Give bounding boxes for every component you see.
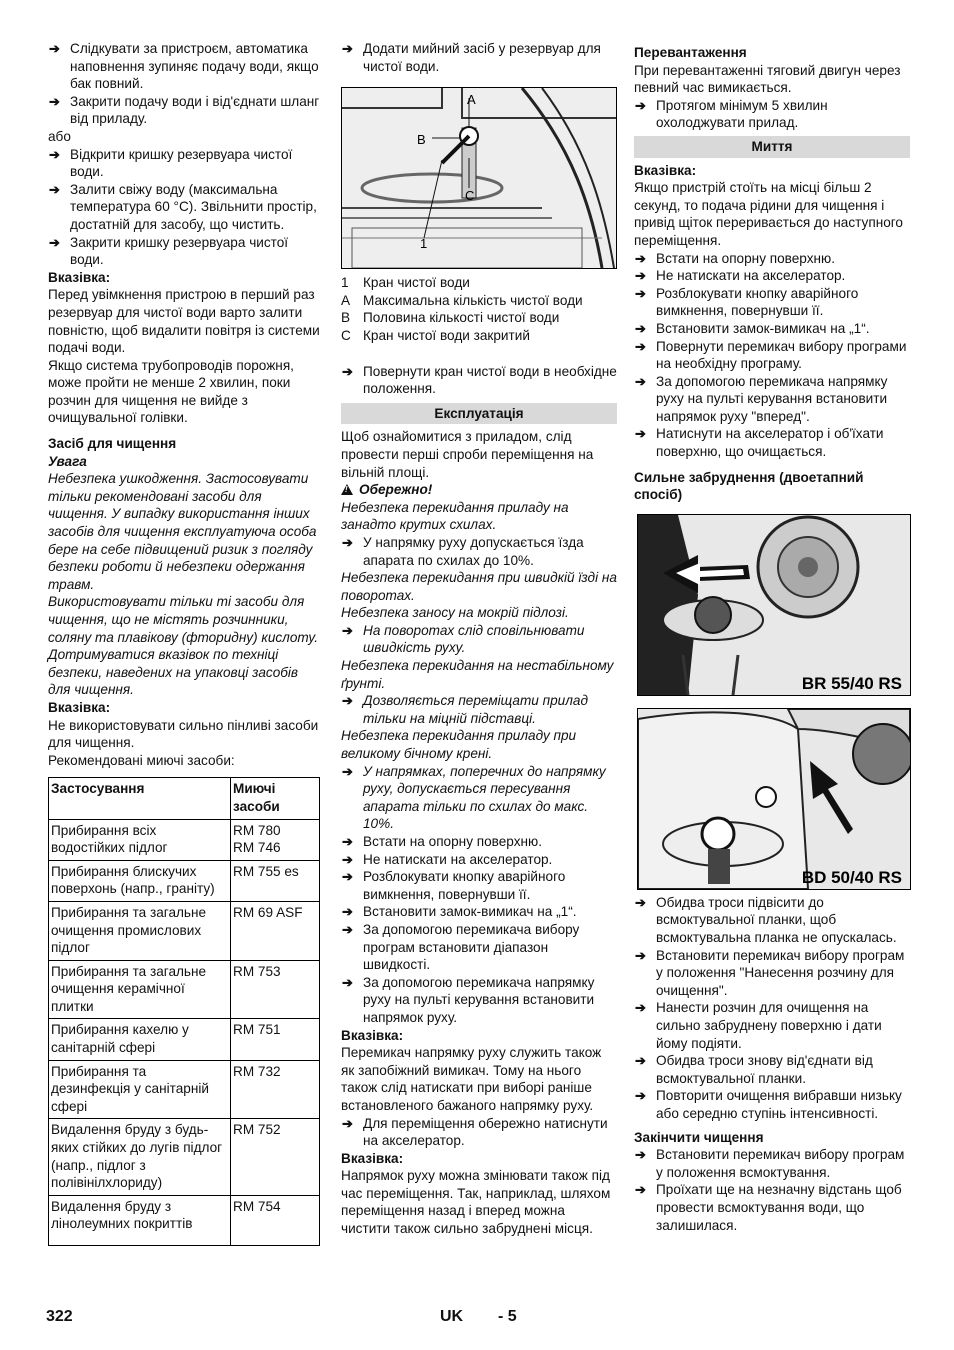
step: ➔ Закрити подачу води і від'єднати шланг від приладу.	[48, 93, 320, 128]
warning-icon	[341, 484, 353, 495]
table-cell: RM 751	[231, 1019, 320, 1060]
note-heading: Вказівка:	[341, 1027, 404, 1043]
table-cell: RM 755 es	[231, 860, 320, 901]
step: ➔ Встати на опорну поверхню.	[634, 250, 910, 268]
or-text: або	[48, 128, 71, 144]
step: ➔ Проїхати ще на незначну відстань щоб провести всмоктування води, що залишилася.	[634, 1181, 910, 1234]
legend-item	[341, 292, 617, 310]
figure-label-c: C	[465, 188, 475, 204]
step: ➔ Встановити замок-вимикач на „1“.	[634, 320, 910, 338]
section-heading: Миття	[634, 136, 910, 158]
step: ➔ Встановити перемикач вибору програм у положення всмоктування.	[634, 1146, 910, 1181]
caution-text: Небезпека ушкодження. Застосовувати тільки рекомендовані засоби для чищення. У випадку використання інших засобів для чищення експлуатуюча особа бере на себе підвищений ризик з погляду безпеки роботи й небезпеки одержання травм.	[48, 471, 317, 592]
step: ➔ Натиснути на акселератор і об'їхати поверхню, що очищається.	[634, 425, 910, 460]
table-cell: Видалення бруду з лінолеумних покриттів	[49, 1195, 231, 1245]
note-heading: Вказівка:	[341, 1150, 404, 1166]
br-machine-drawing	[638, 515, 910, 695]
legend-text: Максимальна кількість чистої води	[363, 292, 583, 308]
body-text: При перевантаженні тяговий двигун через певний час вимикається.	[634, 62, 901, 96]
table-header: Миючі засоби	[231, 778, 320, 819]
section-heading: Засіб для чищення	[48, 436, 177, 452]
table-header-row	[49, 778, 320, 819]
legend-text: Кран чистої води закритий	[363, 327, 530, 343]
step: ➔ Розблокувати кнопку аварійного вимкнення, повернувши її.	[341, 868, 617, 903]
step: ➔ За допомогою перемикача напрямку руху на пульті керування встановити напрямок руху "вперед".	[634, 373, 910, 426]
warning-text: Небезпека перекидання на нестабільному ґрунті.	[341, 658, 614, 691]
caution-text: Дотримуватися вказівок по техніці безпеки, наведених на упаковці засобів для чищення.	[48, 647, 299, 698]
figure-label-a: A	[467, 92, 476, 108]
legend-item	[341, 327, 617, 345]
table-cell: Прибирання блискучих поверхонь (напр., граніту)	[49, 860, 231, 901]
step: ➔ За допомогою перемикача напрямку руху на пульті керування встановити напрямок руху.	[341, 974, 617, 1027]
column-middle	[341, 40, 617, 1238]
step: ➔ Не натискати на акселератор.	[341, 851, 617, 869]
note-heading: Вказівка:	[634, 162, 697, 178]
bd-50-40-figure	[637, 708, 911, 890]
table-cell: Прибирання та загальне очищення промислових підлог	[49, 901, 231, 960]
table-row	[49, 1019, 320, 1060]
water-tap-drawing	[342, 88, 616, 268]
model-label-br: BR 55/40 RS	[801, 673, 902, 693]
table-cell: RM 753	[231, 960, 320, 1019]
model-label-bd: BD 50/40 RS	[801, 867, 902, 887]
table-cell: Прибирання та дезинфекція у санітарній сфері	[49, 1060, 231, 1119]
step: ➔ Не натискати на акселератор.	[634, 267, 910, 285]
note-text: Перед увімкнення пристрою в перший раз резервуар для чистої води варто залити повністю, щоб видалити повітря із системи подачі води.	[48, 287, 320, 356]
step: ➔ Повторити очищення вибравши низьку або середню ступінь інтенсивності.	[634, 1087, 910, 1122]
warning-heading: !Обережно!	[341, 481, 617, 499]
step: ➔ Повернути перемикач вибору програми на необхідну програму.	[634, 338, 910, 373]
table-row	[49, 960, 320, 1019]
table-cell: RM 69 ASF	[231, 901, 320, 960]
table-row	[49, 1195, 320, 1245]
legend-text: Кран чистої води	[363, 275, 470, 291]
warning-text: Небезпека заносу на мокрій підлозі.	[341, 605, 569, 621]
warning-text: Небезпека перекидання приладу при великому бічному крені.	[341, 728, 577, 762]
step: ➔ Обидва троси підвісити до всмоктувальної планки, щоб всмоктувальна планка не опускалась.	[634, 894, 910, 947]
step: ➔ На поворотах слід сповільнювати швидкість руху.	[341, 622, 617, 657]
legend-key: B	[341, 310, 351, 326]
table-cell: RM 754	[231, 1195, 320, 1245]
note-text: Рекомендовані миючі засоби:	[48, 752, 235, 768]
column-right	[634, 40, 910, 1234]
bd-machine-drawing	[638, 709, 910, 889]
table-cell: Прибирання кахелю у санітарній сфері	[49, 1019, 231, 1060]
table-cell: Видалення бруду з будь-яких стійких до лугів підлог (напр., підлог з полівінілхлориду)	[49, 1119, 231, 1195]
table-cell: Прибирання всіх водостійких підлог	[49, 819, 231, 860]
legend-item	[341, 309, 617, 327]
legend-key: A	[341, 292, 351, 308]
note-heading: Вказівка:	[48, 699, 111, 715]
step: ➔ Нанести розчин для очищення на сильно забруднену поверхню і дати йому подіяти.	[634, 999, 910, 1052]
legend-key: C	[341, 327, 351, 343]
br-55-40-figure	[637, 514, 911, 696]
figure-label-b: B	[417, 132, 426, 148]
legend-text: Половина кількості чистої води	[363, 310, 560, 326]
note-text: Якщо пристрій стоїть на місці більш 2 секунд, то подача рідини для чищення і привід щіток переривається до наступного переміщення.	[634, 180, 903, 248]
water-tap-figure	[341, 87, 617, 269]
table-cell: RM 732	[231, 1060, 320, 1119]
table-header: Застосування	[49, 778, 231, 819]
step: ➔ Повернути кран чистої води в необхідне положення.	[341, 363, 617, 398]
step: ➔ У напрямку руху допускається їзда апарата по схилах до 10%.	[341, 534, 617, 569]
note-heading: Вказівка:	[48, 269, 111, 285]
step: ➔ Для переміщення обережно натиснути на акселератор.	[341, 1115, 617, 1150]
page-number: 322	[46, 1308, 73, 1325]
caution-heading: Увага	[48, 453, 87, 469]
note-text: Якщо система трубопроводів порожня, може пройти не менше 2 хвилин, поки розчин для чищення не вийде з очищувальної голівки.	[48, 357, 294, 426]
table-row	[49, 860, 320, 901]
step: ➔ Дозволяється переміщати прилад тільки на міцній підставці.	[341, 692, 617, 727]
warning-text: Небезпека перекидання при швидкій їзді на поворотах.	[341, 570, 617, 603]
step: ➔ Слідкувати за пристроєм, автоматика наповнення зупиняє подачу води, якщо бак повний.	[48, 40, 320, 93]
table-row	[49, 1060, 320, 1119]
step: ➔ Розблокувати кнопку аварійного вимкнення, повернувши її.	[634, 285, 910, 320]
language-code: UK	[440, 1308, 464, 1325]
step: ➔ За допомогою перемикача вибору програм встановити діапазон швидкості.	[341, 921, 617, 974]
section-page: - 5	[498, 1308, 517, 1325]
table-row	[49, 1119, 320, 1195]
body-text: Щоб ознайомитися з приладом, слід провести перші спроби переміщення на вільній площі.	[341, 429, 594, 480]
section-heading: Експлуатація	[341, 403, 617, 425]
step: ➔ Протягом мінімум 5 хвилин охолоджувати прилад.	[634, 97, 910, 132]
caution-text: Використовувати тільки ті засоби для чищення, що не містять розчинники, соляну та плавікову (фторидну) кислоту.	[48, 594, 319, 645]
warning-text: Небезпека перекидання приладу на занадто крутих схилах.	[341, 499, 569, 533]
figure-label-1: 1	[420, 236, 428, 252]
column-left	[48, 40, 320, 1246]
table-cell: RM 752	[231, 1119, 320, 1195]
detergent-table	[48, 777, 320, 1246]
section-subheading: Закінчити чищення	[634, 1129, 764, 1145]
step: ➔ У напрямках, поперечних до напрямку руху, допускається пересування апарата тільки по схилах до макс. 10%.	[341, 763, 617, 833]
step: ➔ Відкрити кришку резервуара чистої води.	[48, 146, 320, 181]
table-cell: Прибирання та загальне очищення керамічної плитки	[49, 960, 231, 1019]
note-text: Перемикач напрямку руху служить також як запобіжний вимикач. Тому на нього також слід натискати при виборі раніше встановленого бажаного напрямку руху.	[341, 1045, 602, 1113]
step: ➔ Залити свіжу воду (максимальна температура 60 °C). Звільнити простір, достатній для засобу, що чистить.	[48, 181, 320, 234]
section-subheading: Сильне забруднення (двоетапний спосіб)	[634, 469, 864, 503]
note-text: Не використовувати сильно пінливі засоби для чищення.	[48, 717, 319, 751]
section-subheading: Перевантаження	[634, 45, 747, 60]
step: ➔ Встати на опорну поверхню.	[341, 833, 617, 851]
legend-key: 1	[341, 275, 349, 291]
table-cell: RM 780 RM 746	[231, 819, 320, 860]
step: ➔ Додати мийний засіб у резервуар для чистої води.	[341, 40, 617, 75]
legend-item	[341, 274, 617, 292]
table-row	[49, 901, 320, 960]
table-row	[49, 819, 320, 860]
step: ➔ Закрити кришку резервуара чистої води.	[48, 234, 320, 269]
step: ➔ Встановити замок-вимикач на „1“.	[341, 903, 617, 921]
step: ➔ Встановити перемикач вибору програм у положення "Нанесення розчину для очищення".	[634, 947, 910, 1000]
note-text: Напрямок руху можна змінювати також під час переміщення. Так, наприклад, шляхом переміщення назад і вперед можна чистити також сильно забруднені місця.	[341, 1168, 611, 1237]
step: ➔ Обидва троси знову від'єднати від всмоктувальної планки.	[634, 1052, 910, 1087]
